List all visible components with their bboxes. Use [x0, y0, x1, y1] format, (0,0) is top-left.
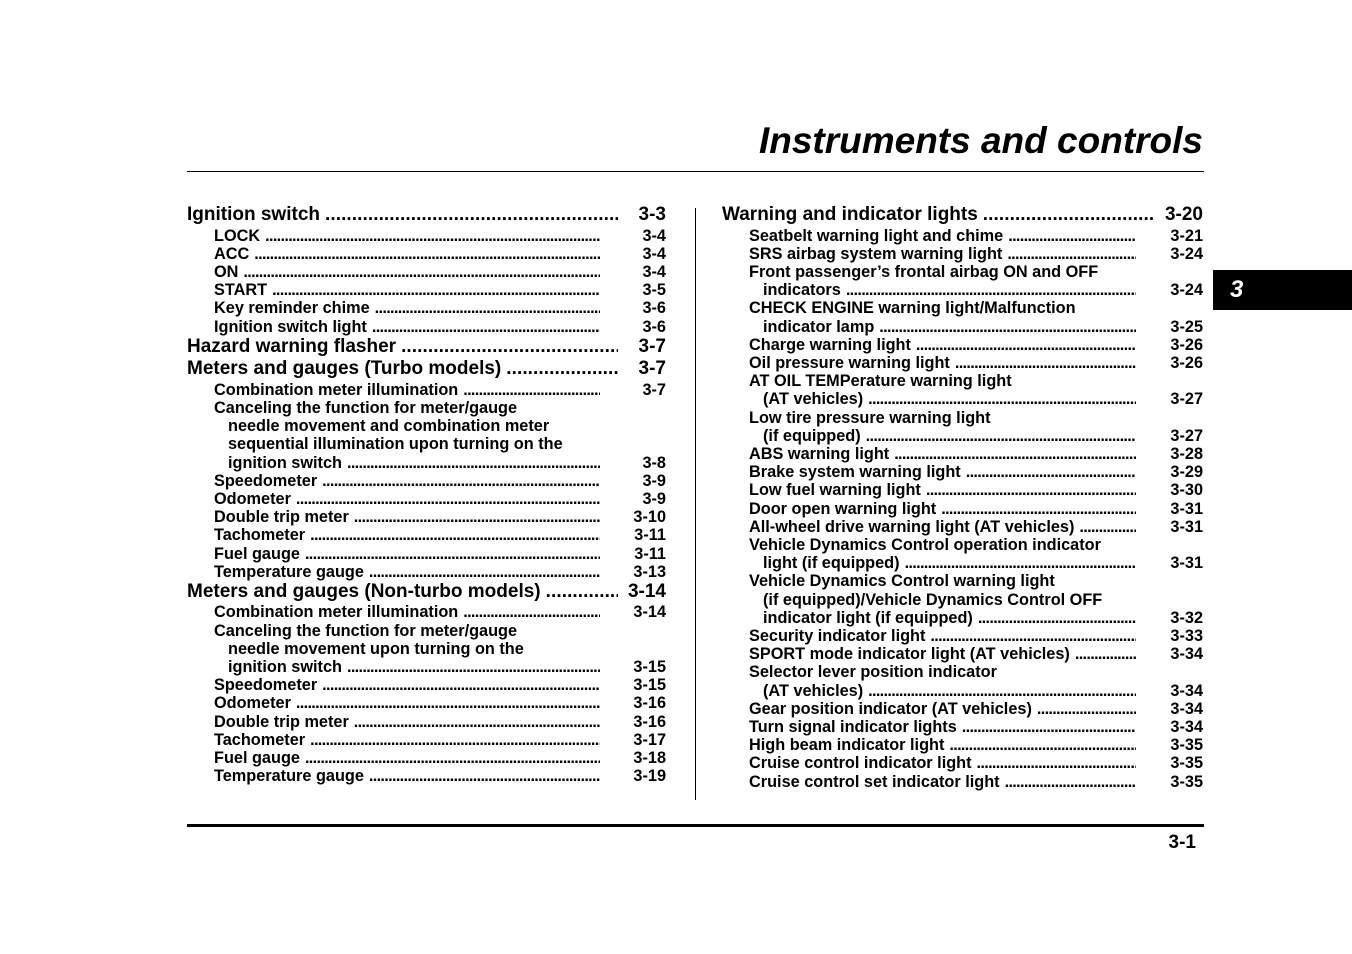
- toc-subentry[interactable]: [187, 603, 666, 621]
- toc-entry-label: (if equipped): [763, 426, 861, 445]
- toc-subentry[interactable]: [722, 245, 1203, 263]
- toc-subentry[interactable]: [722, 336, 1203, 354]
- dot-leader: [1005, 773, 1136, 791]
- toc-page-number: 3-26: [1170, 353, 1203, 372]
- dot-leader: [846, 281, 1136, 299]
- toc-page-number: 3-6: [642, 299, 666, 318]
- dot-leader: [254, 245, 600, 263]
- toc-entry-label: ACC: [214, 244, 250, 263]
- toc-subentry[interactable]: [187, 299, 666, 317]
- dot-leader: [506, 358, 618, 381]
- dot-leader: [868, 390, 1136, 408]
- toc-entry-text: needle movement upon turning on the: [228, 639, 524, 658]
- toc-page-number: 3-19: [633, 767, 666, 786]
- dot-leader: [962, 718, 1136, 736]
- toc-entry-label: Tachometer: [214, 526, 306, 545]
- dot-leader: [354, 713, 600, 731]
- dot-leader: [930, 627, 1136, 645]
- dot-leader: [305, 545, 600, 563]
- dot-leader: [941, 500, 1136, 518]
- toc-page-number: 3-34: [1170, 717, 1203, 736]
- toc-entry-label: Speedometer: [214, 676, 318, 695]
- toc-entry-label: Meters and gauges (Turbo models): [187, 358, 502, 380]
- toc-entry-text: Vehicle Dynamics Control operation indicator: [749, 535, 1101, 554]
- toc-subentry[interactable]: [722, 554, 1203, 572]
- toc-subentry[interactable]: [722, 518, 1203, 536]
- toc-entry-label: Low fuel warning light: [749, 481, 921, 500]
- toc-subentry[interactable]: [187, 281, 666, 299]
- toc-entry-label: (AT vehicles): [763, 390, 864, 409]
- toc-entry-text: Front passenger’s frontal airbag ON and OFF: [749, 262, 1099, 281]
- toc-entry-label: ABS warning light: [749, 444, 890, 463]
- dot-leader: [1075, 645, 1136, 663]
- toc-entry-label: All-wheel drive warning light (AT vehicles): [749, 517, 1075, 536]
- dot-leader: [325, 204, 618, 227]
- toc-entry-label: Gear position indicator (AT vehicles): [749, 699, 1032, 718]
- dot-leader: [347, 454, 600, 472]
- toc-entry-label: Odometer: [214, 489, 291, 508]
- toc-page-number: 3-15: [633, 658, 666, 677]
- toc-page-number: 3-16: [633, 694, 666, 713]
- toc-page-number: 3-21: [1170, 226, 1203, 245]
- toc-entry-label: Ignition switch light: [214, 317, 367, 336]
- toc-entry-text: CHECK ENGINE warning light/Malfunction: [749, 299, 1076, 318]
- toc-page-number: 3-34: [1170, 699, 1203, 718]
- toc-page-number: 3-24: [1170, 244, 1203, 263]
- dot-leader: [354, 508, 600, 526]
- toc-subentry[interactable]: [187, 545, 666, 563]
- toc-entry-label: Fuel gauge: [214, 749, 300, 768]
- toc-page-number: 3-5: [642, 281, 666, 300]
- toc-section-entry[interactable]: [187, 204, 666, 227]
- toc-subentry[interactable]: [722, 645, 1203, 663]
- dot-leader: [372, 318, 600, 336]
- toc-entry-label: Speedometer: [214, 471, 318, 490]
- toc-entry-label: Key reminder chime: [214, 299, 370, 318]
- toc-subentry[interactable]: [187, 490, 666, 508]
- toc-entry-label: indicators: [763, 281, 841, 300]
- toc-subentry[interactable]: [187, 472, 666, 490]
- toc-section-entry[interactable]: [187, 358, 666, 381]
- toc-subentry[interactable]: [187, 731, 666, 749]
- toc-subentry[interactable]: [187, 227, 666, 245]
- dot-leader: [955, 354, 1136, 372]
- chapter-tab[interactable]: 3: [1213, 270, 1352, 310]
- toc-page-number: 3-25: [1170, 317, 1203, 336]
- toc-subentry[interactable]: [722, 390, 1203, 408]
- dot-leader: [926, 481, 1136, 499]
- toc-page-number: 3-34: [1170, 681, 1203, 700]
- toc-entry-label: Double trip meter: [214, 508, 349, 527]
- toc-page-number: 3-20: [1164, 204, 1203, 225]
- toc-page-number: 3-31: [1170, 554, 1203, 573]
- toc-page-number: 3-15: [633, 676, 666, 695]
- toc-subentry[interactable]: [187, 713, 666, 731]
- toc-subentry[interactable]: [722, 281, 1203, 299]
- dot-leader: [546, 581, 618, 604]
- toc-page-number: 3-11: [634, 544, 666, 563]
- toc-entry-label: Charge warning light: [749, 335, 911, 354]
- toc-entry-label: Meters and gauges (Non-turbo models): [187, 580, 541, 602]
- toc-entry-label: SRS airbag system warning light: [749, 244, 1003, 263]
- toc-subentry[interactable]: [722, 481, 1203, 499]
- dot-leader: [866, 427, 1136, 445]
- toc-subentry[interactable]: [722, 227, 1203, 245]
- toc-entry-label: ON: [214, 262, 239, 281]
- toc-page-number: 3-16: [633, 712, 666, 731]
- page-number: 3-1: [1168, 832, 1196, 853]
- toc-page-number: 3-9: [642, 471, 666, 490]
- toc-entry-text: Canceling the function for meter/gauge: [214, 621, 518, 640]
- page-title: Instruments and controls: [758, 120, 1203, 161]
- toc-subentry[interactable]: [722, 754, 1203, 772]
- dot-leader: [949, 736, 1136, 754]
- toc-subentry[interactable]: [187, 749, 666, 767]
- toc-right-column: [722, 204, 1203, 791]
- toc-entry-label: Temperature gauge: [214, 562, 364, 581]
- toc-entry-label: Oil pressure warning light: [749, 353, 950, 372]
- toc-subentry[interactable]: [722, 500, 1203, 518]
- toc-subentry[interactable]: [187, 767, 666, 785]
- toc-entry-label: LOCK: [214, 226, 261, 245]
- toc-subentry[interactable]: [187, 658, 666, 676]
- toc-subentry[interactable]: [722, 463, 1203, 481]
- toc-page-number: 3-13: [633, 562, 666, 581]
- toc-left-column: [187, 204, 666, 785]
- toc-section-entry[interactable]: [187, 581, 666, 604]
- dot-leader: [966, 463, 1136, 481]
- dot-leader: [868, 682, 1136, 700]
- toc-entry-label: START: [214, 281, 268, 300]
- toc-page-number: 3-31: [1170, 499, 1203, 518]
- toc-page-number: 3-7: [638, 335, 666, 357]
- toc-page-number: 3-24: [1170, 281, 1203, 300]
- toc-subentry[interactable]: [722, 627, 1203, 645]
- toc-page-number: 3-6: [642, 317, 666, 336]
- toc-entry-label: Double trip meter: [214, 712, 349, 731]
- toc-subentry[interactable]: [722, 736, 1203, 754]
- dot-leader: [296, 694, 600, 712]
- toc-subentry[interactable]: [722, 445, 1203, 463]
- toc-page-number: 3-4: [642, 226, 666, 245]
- dot-leader: [905, 554, 1136, 572]
- toc-page-number: 3-34: [1170, 645, 1203, 664]
- toc-entry-label: Warning and indicator lights: [722, 204, 978, 225]
- toc-subentry[interactable]: [187, 508, 666, 526]
- toc-section-entry[interactable]: [722, 204, 1203, 227]
- dot-leader: [1037, 700, 1136, 718]
- toc-entry-label: Ignition switch: [187, 204, 320, 225]
- toc-entry-text: Canceling the function for meter/gauge: [214, 398, 518, 417]
- dot-leader: [916, 336, 1136, 354]
- toc-entry-label: ignition switch: [228, 658, 342, 677]
- toc-page-number: 3-28: [1170, 444, 1203, 463]
- toc-entry-label: Combination meter illumination: [214, 380, 459, 399]
- toc-page-number: 3-4: [642, 262, 666, 281]
- toc-subentry[interactable]: [187, 318, 666, 336]
- toc-page-number: 3-35: [1170, 736, 1203, 755]
- toc-entry-label: Door open warning light: [749, 499, 937, 518]
- toc-entry-text: Low tire pressure warning light: [749, 408, 991, 427]
- toc-page-number: 3-31: [1170, 517, 1203, 536]
- toc-entry-label: Fuel gauge: [214, 544, 300, 563]
- toc-entry-label: SPORT mode indicator light (AT vehicles): [749, 645, 1070, 664]
- column-divider: [695, 208, 696, 800]
- toc-page-number: 3-35: [1170, 754, 1203, 773]
- toc-page-number: 3-32: [1170, 608, 1203, 627]
- dot-leader: [296, 490, 600, 508]
- toc-page-number: 3-30: [1170, 481, 1203, 500]
- dot-leader: [1008, 227, 1136, 245]
- dot-leader: [272, 281, 600, 299]
- toc-page-number: 3-18: [633, 749, 666, 768]
- toc-page-number: 3-27: [1170, 390, 1203, 409]
- toc-subentry[interactable]: [722, 427, 1203, 445]
- dot-leader: [401, 336, 618, 359]
- toc-entry-label: Combination meter illumination: [214, 603, 459, 622]
- toc-entry-label: ignition switch: [228, 453, 342, 472]
- dot-leader: [310, 731, 600, 749]
- toc-subentry[interactable]: [187, 381, 666, 399]
- toc-section-entry[interactable]: [187, 336, 666, 359]
- toc-page-number: 3-14: [633, 603, 666, 622]
- toc-entry-text: AT OIL TEMPerature warning light: [749, 372, 1012, 391]
- dot-leader: [347, 658, 600, 676]
- toc-subentry[interactable]: [722, 354, 1203, 372]
- toc-entry-text: needle movement and combination meter: [228, 417, 550, 436]
- toc-entry-label: Hazard warning flasher: [187, 335, 397, 357]
- dot-leader: [463, 381, 600, 399]
- toc-page-number: 3-7: [638, 358, 666, 380]
- toc-entry-label: High beam indicator light: [749, 736, 945, 755]
- toc-page-number: 3-4: [642, 244, 666, 263]
- dot-leader: [977, 754, 1136, 772]
- toc-subentry[interactable]: [722, 682, 1203, 700]
- dot-leader: [310, 526, 600, 544]
- dot-leader: [978, 609, 1136, 627]
- toc-entry-label: Cruise control set indicator light: [749, 772, 1000, 791]
- toc-entry-label: Cruise control indicator light: [749, 754, 972, 773]
- toc-entry-text: sequential illumination upon turning on the: [228, 435, 563, 454]
- toc-entry-label: Brake system warning light: [749, 463, 961, 482]
- toc-entry-label: (AT vehicles): [763, 681, 864, 700]
- toc-page-number: 3-29: [1170, 463, 1203, 482]
- toc-entry-label: Temperature gauge: [214, 767, 364, 786]
- toc-subentry[interactable]: [187, 526, 666, 544]
- toc-page-number: 3-3: [638, 204, 666, 225]
- dot-leader: [369, 563, 600, 581]
- toc-entry-label: Turn signal indicator lights: [749, 717, 957, 736]
- toc-subentry[interactable]: [187, 694, 666, 712]
- toc-page-number: 3-26: [1170, 335, 1203, 354]
- dot-leader: [463, 603, 600, 621]
- toc-subentry[interactable]: [722, 700, 1203, 718]
- toc-subentry[interactable]: [187, 245, 666, 263]
- toc-subentry[interactable]: [187, 676, 666, 694]
- dot-leader: [983, 204, 1155, 227]
- toc-entry-label: Seatbelt warning light and chime: [749, 226, 1004, 245]
- dot-leader: [369, 767, 600, 785]
- toc-entry-text: (if equipped)/Vehicle Dynamics Control OFF: [763, 590, 1103, 609]
- toc-page-number: 3-14: [627, 580, 666, 602]
- footer-rule: [187, 824, 1204, 827]
- toc-subentry[interactable]: [722, 609, 1203, 627]
- dot-leader: [322, 676, 600, 694]
- toc-subentry[interactable]: [187, 563, 666, 581]
- toc-page-number: 3-33: [1170, 626, 1203, 645]
- toc-subentry[interactable]: [722, 318, 1203, 336]
- dot-leader: [265, 227, 600, 245]
- dot-leader: [894, 445, 1136, 463]
- dot-leader: [305, 749, 600, 767]
- toc-page-number: 3-27: [1170, 426, 1203, 445]
- toc-page-number: 3-17: [633, 730, 666, 749]
- toc-subentry[interactable]: [187, 263, 666, 281]
- toc-entry-text: Vehicle Dynamics Control warning light: [749, 572, 1055, 591]
- toc-entry-label: indicator light (if equipped): [763, 608, 973, 627]
- dot-leader: [1079, 518, 1136, 536]
- toc-page-number: 3-35: [1170, 772, 1203, 791]
- toc-page-number: 3-10: [633, 508, 666, 527]
- toc-subentry[interactable]: [722, 718, 1203, 736]
- title-rule: [187, 171, 1204, 172]
- toc-page-number: 3-11: [634, 526, 666, 545]
- dot-leader: [1007, 245, 1136, 263]
- toc-page-number: 3-8: [642, 453, 666, 472]
- toc-page-number: 3-9: [642, 489, 666, 508]
- toc-subentry[interactable]: [187, 454, 666, 472]
- dot-leader: [375, 299, 600, 317]
- dot-leader: [243, 263, 600, 281]
- toc-entry-label: indicator lamp: [763, 317, 875, 336]
- toc-entry-text: Selector lever position indicator: [749, 663, 997, 682]
- toc-entry-label: Odometer: [214, 694, 291, 713]
- toc-entry-label: light (if equipped): [763, 554, 900, 573]
- toc-subentry[interactable]: [722, 773, 1203, 791]
- toc-entry-label: Security indicator light: [749, 626, 926, 645]
- toc-entry-label: Tachometer: [214, 730, 306, 749]
- dot-leader: [322, 472, 600, 490]
- dot-leader: [879, 318, 1136, 336]
- toc-page-number: 3-7: [642, 380, 666, 399]
